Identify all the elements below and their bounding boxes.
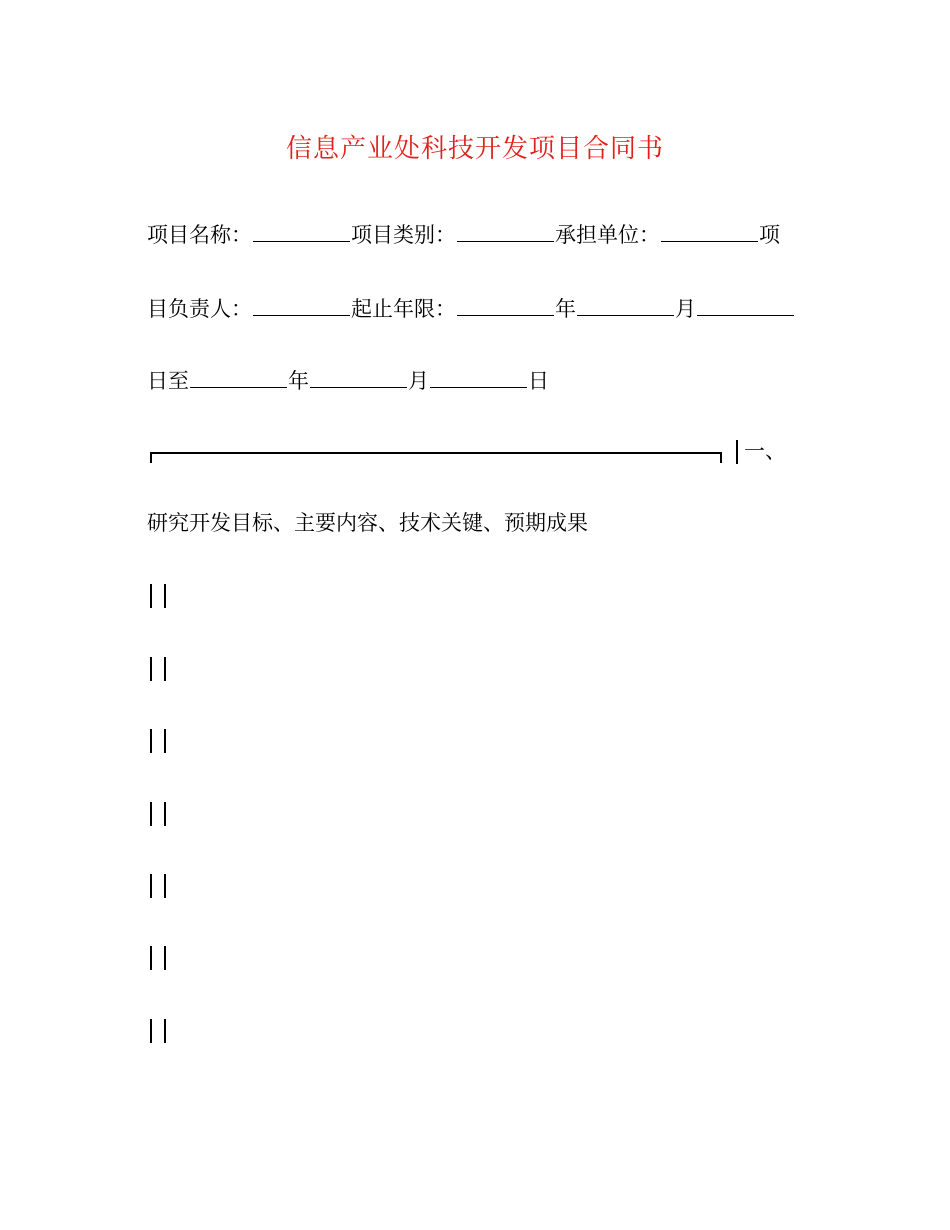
table-inner-border — [164, 657, 166, 681]
undertaker-label: 承担单位： — [555, 223, 660, 247]
end-year-label: 年 — [288, 369, 309, 393]
end-month-label: 月 — [408, 369, 429, 393]
project-type-blank[interactable] — [457, 221, 554, 242]
leader-label: 目负责人： — [147, 297, 252, 321]
table-inner-border — [164, 729, 166, 753]
end-year-blank[interactable] — [190, 367, 287, 388]
end-day-label: 日 — [528, 369, 549, 393]
table-inner-border — [164, 584, 166, 608]
table-left-border — [150, 874, 152, 898]
table-row[interactable] — [150, 584, 174, 610]
section-number: 一、 — [744, 439, 786, 463]
table-row[interactable] — [150, 802, 174, 828]
table-left-border — [150, 946, 152, 970]
table-vertical-bar — [736, 440, 738, 464]
table-inner-border — [164, 946, 166, 970]
table-inner-border — [164, 874, 166, 898]
table-left-border — [150, 802, 152, 826]
period-label: 起止年限： — [351, 297, 456, 321]
project-name-label: 项目名称： — [147, 223, 252, 247]
table-inner-border — [164, 802, 166, 826]
info-line-1 — [147, 220, 780, 250]
project-name-blank[interactable] — [253, 221, 350, 242]
table-left-border — [150, 584, 152, 608]
table-top-right-corner — [720, 452, 722, 463]
start-year-label: 年 — [555, 297, 576, 321]
end-day-blank[interactable] — [430, 367, 527, 388]
info-line-2 — [147, 294, 795, 324]
start-year-blank[interactable] — [457, 295, 554, 316]
table-top-border — [150, 440, 790, 470]
table-inner-border — [164, 1019, 166, 1043]
table-left-border — [150, 729, 152, 753]
end-month-blank[interactable] — [310, 367, 407, 388]
undertaker-blank[interactable] — [661, 221, 758, 242]
leader-blank[interactable] — [253, 295, 350, 316]
table-row[interactable] — [150, 657, 174, 683]
document-title: 信息产业处科技开发项目合同书 — [285, 134, 664, 164]
start-day-blank[interactable] — [697, 295, 794, 316]
table-left-border — [150, 1019, 152, 1043]
table-row[interactable] — [150, 729, 174, 755]
table-left-border — [150, 657, 152, 681]
section-heading: 研究开发目标、主要内容、技术关键、预期成果 — [147, 511, 588, 535]
info-line-3 — [147, 366, 549, 396]
project-type-label: 项目类别： — [351, 223, 456, 247]
table-top-line — [150, 452, 722, 454]
start-month-blank[interactable] — [577, 295, 674, 316]
table-row[interactable] — [150, 1019, 174, 1045]
start-month-label: 月 — [675, 297, 696, 321]
table-top-left-corner — [150, 452, 152, 463]
table-row[interactable] — [150, 874, 174, 900]
table-row[interactable] — [150, 946, 174, 972]
line1-trailing-text: 项 — [759, 223, 780, 247]
day-to-label: 日至 — [147, 369, 189, 393]
